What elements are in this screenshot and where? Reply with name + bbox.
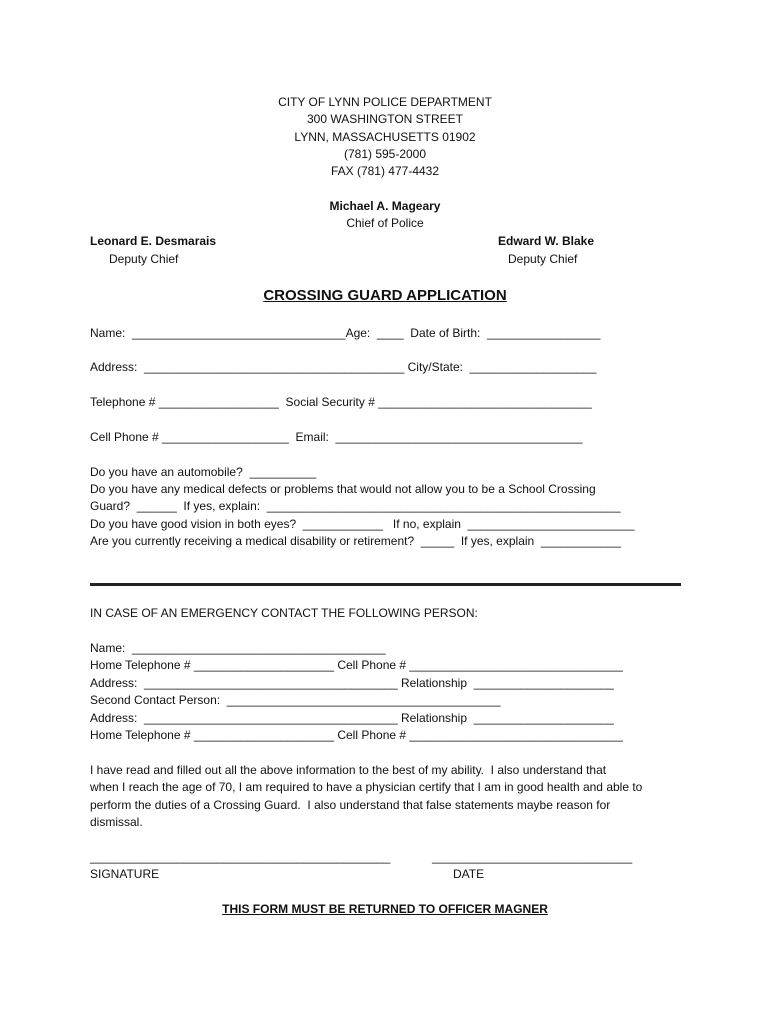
- department-fax: FAX (781) 477-4432: [330, 164, 440, 178]
- date-field[interactable]: ______________________________: [432, 850, 633, 864]
- department-city: LYNN, MASSACHUSETTS 01902: [294, 130, 476, 144]
- department-phone: (781) 595-2000: [343, 147, 427, 161]
- date-label: DATE: [453, 867, 485, 881]
- emergency-home-telephone-field[interactable]: Home Telephone # _____________________ Cell Phone # ________________________________: [90, 658, 623, 672]
- statement-line-4: dismissal.: [90, 815, 143, 829]
- statement-line-3: perform the duties of a Crossing Guard. I also understand that false statements maybe reason for: [90, 798, 611, 812]
- second-contact-field[interactable]: Second Contact Person: _________________________________________: [90, 693, 501, 707]
- deputy-chief-1-title: Deputy Chief: [109, 252, 179, 266]
- address-city-field[interactable]: Address: _______________________________________ City/State: ___________________: [90, 360, 597, 374]
- emergency-name-field[interactable]: Name: ______________________________________: [90, 641, 386, 655]
- signature-label: SIGNATURE: [90, 867, 160, 881]
- section-divider: [90, 583, 681, 586]
- question-automobile[interactable]: Do you have an automobile? __________: [90, 465, 317, 479]
- emergency-address-field[interactable]: Address: ______________________________________ Relationship _____________________: [90, 676, 614, 690]
- chief-name: Michael A. Mageary: [329, 199, 441, 213]
- form-title: CROSSING GUARD APPLICATION: [263, 287, 507, 304]
- second-contact-address-field[interactable]: Address: ______________________________________ Relationship _____________________: [90, 711, 614, 725]
- question-disability[interactable]: Are you currently receiving a medical disability or retirement? _____ If yes, explain ____________: [90, 534, 621, 548]
- deputy-chief-1-name: Leonard E. Desmarais: [90, 234, 217, 248]
- return-notice: THIS FORM MUST BE RETURNED TO OFFICER MAGNER: [222, 902, 548, 916]
- deputy-chief-2-name: Edward W. Blake: [498, 234, 595, 248]
- cell-email-field[interactable]: Cell Phone # ___________________ Email: _____________________________________: [90, 430, 583, 444]
- emergency-heading: IN CASE OF AN EMERGENCY CONTACT THE FOLLOWING PERSON:: [90, 606, 478, 620]
- name-age-dob-field[interactable]: Name: ________________________________Age: ____ Date of Birth: _________________: [90, 326, 601, 340]
- second-contact-home-telephone-field[interactable]: Home Telephone # _____________________ Cell Phone # ________________________________: [90, 728, 623, 742]
- signature-field[interactable]: _____________________________________________: [90, 850, 391, 864]
- statement-line-2: when I reach the age of 70, I am required to have a physician certify that I am in good health and able to: [90, 780, 643, 794]
- deputy-chief-2-title: Deputy Chief: [508, 252, 578, 266]
- question-vision[interactable]: Do you have good vision in both eyes? ____________ If no, explain _________________________: [90, 517, 635, 531]
- statement-line-1: I have read and filled out all the above information to the best of my ability. I also understand that: [90, 763, 607, 777]
- question-medical-line-1: Do you have any medical defects or problems that would not allow you to be a School Crossing: [90, 482, 596, 496]
- telephone-ssn-field[interactable]: Telephone # __________________ Social Security # ________________________________: [90, 395, 592, 409]
- chief-title: Chief of Police: [346, 216, 424, 230]
- department-street: 300 WASHINGTON STREET: [306, 112, 464, 126]
- department-name: CITY OF LYNN POLICE DEPARTMENT: [278, 95, 492, 109]
- question-medical-line-2[interactable]: Guard? ______ If yes, explain: _____________________________________________________: [90, 499, 621, 513]
